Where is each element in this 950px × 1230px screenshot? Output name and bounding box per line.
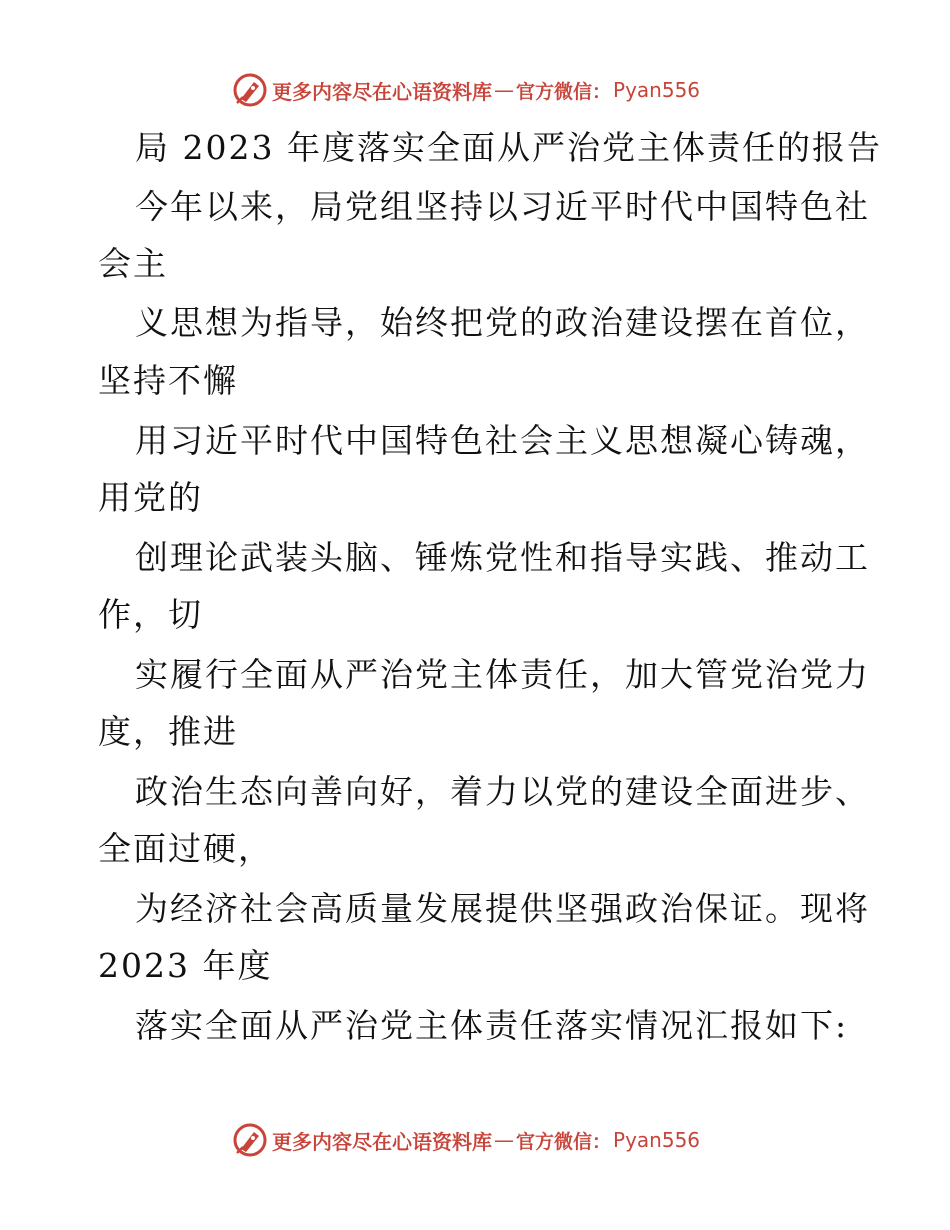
paragraph-line: 全面过硬， — [98, 829, 273, 868]
watermark-wechat-id: Pyan556 — [613, 1128, 701, 1152]
paragraph-line: 会主 — [98, 244, 168, 283]
paragraph-line: 度，推进 — [98, 712, 238, 751]
paragraph-line: 2023 年度 — [98, 946, 273, 985]
pen-nib-circle-icon — [232, 72, 268, 108]
watermark-separator: — — [494, 78, 514, 102]
header-watermark — [232, 72, 700, 108]
footer-watermark — [232, 1122, 700, 1158]
paragraph-line: 义思想为指导，始终把党的政治建设摆在首位， — [135, 303, 870, 342]
paragraph-line: 作，切 — [98, 595, 203, 634]
paragraph-line: 用习近平时代中国特色社会主义思想凝心铸魂， — [135, 421, 870, 460]
watermark-text: 更多内容尽在心语资料库 — [272, 79, 492, 104]
paragraph-line: 创理论武装头脑、锤炼党性和指导实践、推动工 — [135, 538, 870, 577]
document-title: 局 2023 年度落实全面从严治党主体责任的报告 — [135, 128, 882, 167]
paragraph-line: 用党的 — [98, 478, 203, 517]
paragraph-line: 政治生态向善向好，着力以党的建设全面进步、 — [135, 772, 870, 811]
watermark-label: 官方微信： — [516, 80, 612, 103]
paragraph-line: 今年以来，局党组坚持以习近平时代中国特色社 — [135, 187, 870, 226]
watermark-wechat-id: Pyan556 — [613, 78, 701, 102]
watermark-separator: — — [494, 1128, 514, 1152]
paragraph-line: 坚持不懈 — [98, 361, 238, 400]
pen-nib-circle-icon — [232, 1122, 268, 1158]
paragraph-line: 落实全面从严治党主体责任落实情况汇报如下: — [135, 1006, 849, 1045]
watermark-label: 官方微信： — [516, 1130, 612, 1153]
watermark-text: 更多内容尽在心语资料库 — [272, 1129, 492, 1154]
paragraph-line: 为经济社会高质量发展提供坚强政治保证。现将 — [135, 889, 870, 928]
paragraph-line: 实履行全面从严治党主体责任，加大管党治党力 — [135, 655, 870, 694]
